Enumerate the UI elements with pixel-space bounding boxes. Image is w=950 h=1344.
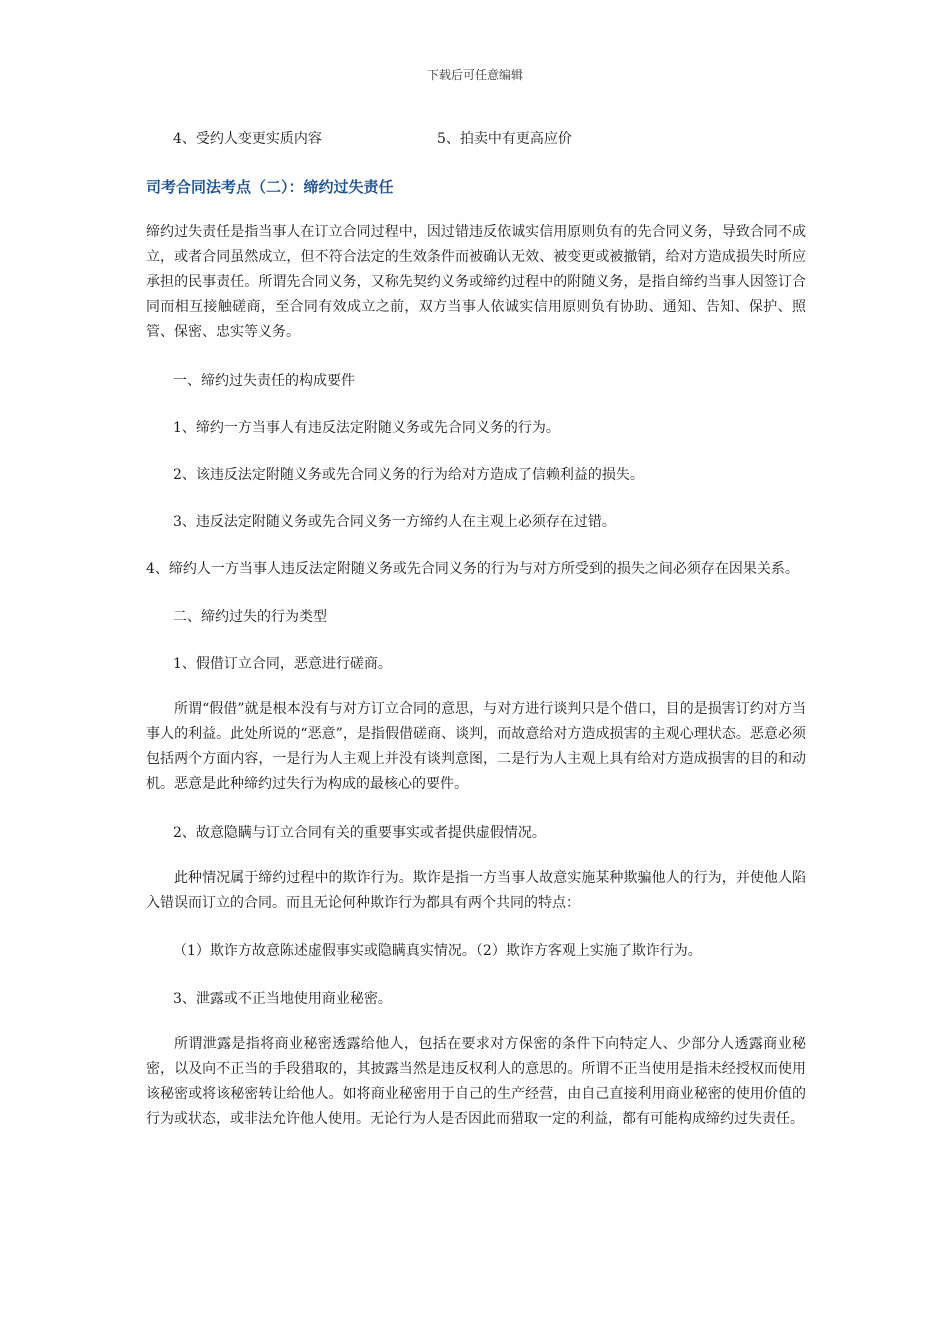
type1-title: 1、假借订立合同，恶意进行磋商。 <box>173 656 392 672</box>
type3-description: 所谓泄露是指将商业秘密透露给他人，包括在要求对方保密的条件下向特定人、少部分人透露商业秘密，以及向不正当的手段猎取的，其披露当然是违反权利人的意思的。所谓不正当使用是指未经授权而使用该秘密或将该秘密转让给他人。如将商业秘密用于自己的生产经营，由自己直接利用商业秘密的使用价值的行为或状态，或非法允许他人使用。无论行为人是否因此而猎取一定的利益，都有可能构成缔约过失责任。 <box>146 1036 806 1127</box>
part1-item-1: 1、缔约一方当事人有违反法定附随义务或先合同义务的行为。 <box>173 420 560 436</box>
part1-item-4: 4、缔约人一方当事人违反法定附随义务或先合同义务的行为与对方所受到的损失之间必须存在因果关系。 <box>146 561 799 577</box>
part1-item-3: 3、违反法定附随义务或先合同义务一方缔约人在主观上必须存在过错。 <box>173 514 616 530</box>
intro-paragraph: 缔约过失责任是指当事人在订立合同过程中，因过错违反依诚实信用原则负有的先合同义务，导致合同不成立，或者合同虽然成立，但不符合法定的生效条件而被确认无效、被变更或被撤销，给对方造成损失时所应承担的民事责任。所谓先合同义务，又称先契约义务或缔约过程中的附随义务，是指自缔约当事人因签订合同而相互接触磋商，至合同有效成立之前，双方当事人依诚实信用原则负有协助、通知、告知、保护、照管、保密、忠实等义务。 <box>146 224 806 340</box>
part1-item-2: 2、该违反法定附随义务或先合同义务的行为给对方造成了信赖利益的损失。 <box>173 467 644 483</box>
list-item-5: 5、拍卖中有更高应价 <box>437 131 572 147</box>
section-title: 司考合同法考点（二）：缔约过失责任 <box>146 178 394 196</box>
type2-features: （1）欺诈方故意陈述虚假事实或隐瞒真实情况。（2）欺诈方客观上实施了欺诈行为。 <box>173 943 702 959</box>
list-item-4: 4、受约人变更实质内容 <box>173 131 322 147</box>
page-header: 下载后可任意编辑 <box>426 68 523 82</box>
part2-title: 二、缔约过失的行为类型 <box>173 609 327 625</box>
type3-title: 3、泄露或不正当地使用商业秘密。 <box>173 991 392 1007</box>
type2-description: 此种情况属于缔约过程中的欺诈行为。欺诈是指一方当事人故意实施某种欺骗他人的行为，并使他人陷入错误而订立的合同。而且无论何种欺诈行为都具有两个共同的特点： <box>146 870 806 911</box>
part1-title: 一、缔约过失责任的构成要件 <box>173 373 355 389</box>
type2-title: 2、故意隐瞒与订立合同有关的重要事实或者提供虚假情况。 <box>173 825 546 841</box>
type1-description: 所谓“假借”就是根本没有与对方订立合同的意思，与对方进行谈判只是个借口，目的是损害订约对方当事人的利益。此处所说的“恶意”，是指假借磋商、谈判，而故意给对方造成损害的主观心理状态。恶意必须包括两个方面内容，一是行为人主观上并没有谈判意图，二是行为人主观上具有给对方造成损害的目的和动机。恶意是此种缔约过失行为构成的最核心的要件。 <box>146 701 806 792</box>
